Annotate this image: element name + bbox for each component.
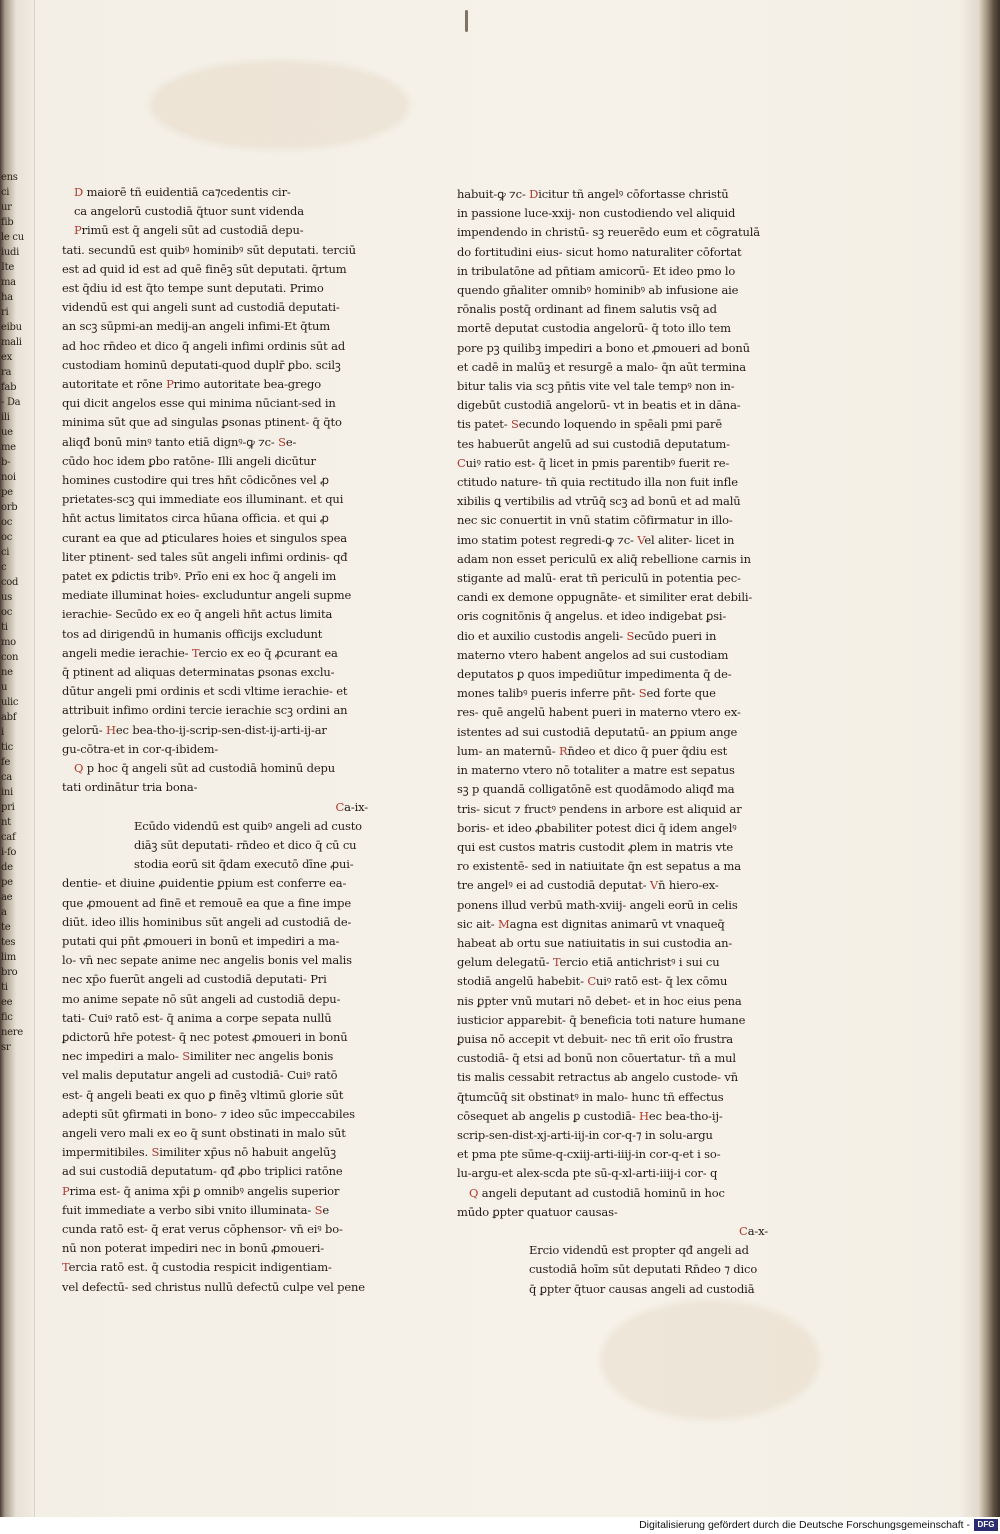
text-line: est q̄diu id est q̄to tempe sunt deputati. Primo xyxy=(62,281,324,296)
text-line: adepti sūt ꝯfirmati in bono- ⁊ ideo sūc impeccabiles xyxy=(62,1106,355,1121)
spine-fragment: ini xyxy=(1,787,13,798)
spine-fragment: c xyxy=(1,562,7,573)
spine-fragment: u xyxy=(1,682,8,693)
rubric-initial: C xyxy=(457,455,466,470)
spine-fragment: ri xyxy=(1,307,9,318)
text-line: nis ꝑpter vnū mutari nō debet- et in hoc eius pena xyxy=(457,993,742,1008)
spine-fragment: i xyxy=(1,727,4,738)
right-text-column xyxy=(457,185,784,1296)
spine-fragment: ex xyxy=(1,352,12,363)
text-line: res- quē angelū habent pueri in materno vtero ex- xyxy=(457,705,741,720)
text-line: Tercia ratō est. q̄ custodia respicit indigentiam- xyxy=(62,1260,332,1275)
rubric-initial: H xyxy=(106,722,116,737)
spine-fragment: nere xyxy=(1,1027,23,1038)
spine-fragment: nt xyxy=(1,817,11,828)
text-line: Primū est q̄ angeli sūt ad custodiā depu- xyxy=(74,223,304,238)
spine-fragment: oc xyxy=(1,532,13,543)
rubric-initial: R xyxy=(558,743,568,758)
binding-mark xyxy=(465,10,468,32)
rubric-initial: C xyxy=(587,974,597,989)
text-line: gu-cōtra-et in cor-q-ibidem- xyxy=(62,741,219,756)
text-line: est- q̄ angeli beati ex quo ꝑ finēꝫ vltimū glorie sūt xyxy=(62,1087,344,1102)
text-line: tos ad dirigendū in humanis officijs excludunt xyxy=(62,626,323,641)
dfg-logo: DFG xyxy=(974,1519,998,1531)
text-line: et pma pte sūme-q-cxiij-arti-iiij-in cor-q-et i so- xyxy=(457,1147,721,1162)
spine-fragment: ens xyxy=(1,172,18,183)
text-line: lum- an maternū- Rn̄deo et dico q̄ puer q̄diu est xyxy=(457,743,728,758)
funding-credit: Digitalisierung gefördert durch die Deutsche Forschungsgemeinschaft - xyxy=(639,1519,970,1531)
text-line: Ercio videndū est propter qđ angeli ad xyxy=(529,1243,749,1258)
spine-fragment: te xyxy=(1,922,11,933)
spine-fragment: us xyxy=(1,592,12,603)
spine-fragment: ulic xyxy=(1,697,19,708)
text-line: nū non poterat impediri nec in bonū ꝓmoueri- xyxy=(62,1241,325,1256)
text-line: diāꝫ sūt deputati- rn̄deo et dico q̄ cū cu xyxy=(134,837,357,852)
text-line: Q angeli deputant ad custodiā hominū in hoc xyxy=(469,1185,725,1200)
text-line: autoritate et rōne Primo autoritate bea-grego xyxy=(62,377,321,392)
text-line: deputatos ꝑ quos impediūtur impedimenta q̄ de- xyxy=(457,667,732,682)
text-line: ꝑdictorū hr̄e potest- q̄ nec potest ꝓmoueri in bonū xyxy=(62,1029,348,1044)
text-line: q̄ ptinent ad aliquas determinatas ꝑsonas exclu- xyxy=(62,665,335,680)
rubric-initial: S xyxy=(278,434,286,449)
text-line: oris cognitōnis q̄ angelus. et ideo indigebat ꝑsi- xyxy=(457,609,727,624)
spine-fragment: sr xyxy=(1,1042,11,1053)
text-line: candi ex demone oppugnāte- et similiter erat debili- xyxy=(457,590,753,605)
spine-fragment: oc xyxy=(1,517,13,528)
text-line: dio et auxilio custodis angeli- Secūdo pueri in xyxy=(457,628,717,643)
text-line: imo statim potest regredi-ꝙ ⁊c- Vel aliter- licet in xyxy=(457,532,735,547)
spine-fragment: eibu xyxy=(1,322,22,333)
text-line: q̄tumcūq̄ sit obstinatꝰ in malo- hunc tñ effectus xyxy=(457,1089,724,1104)
rubric-initial: Q xyxy=(74,761,84,776)
text-line: impendendo in christū- sꝫ reuerēdo eum et cōgratulā xyxy=(457,225,760,240)
rubric-initial: M xyxy=(498,916,510,931)
text-line: prietates-scꝫ qui immediate eos illuminant. et qui xyxy=(62,492,344,507)
text-line: pore pꝫ quilibꝫ impediri a bono et ꝓmoueri ad bonū xyxy=(457,340,750,355)
text-line: Prima est- q̄ anima xp̄i ꝑ omnibꝰ angelis superior xyxy=(62,1183,340,1198)
rubric-initial: P xyxy=(166,377,174,392)
text-line: qui dicit angelos esse qui minima nūciant-sed in xyxy=(62,396,336,411)
text-line: bitur talis via scꝫ pn̄tis vite vel tale tempꝰ non in- xyxy=(457,379,735,394)
text-line: sic ait- Magna est dignitas animarū vt vnaqueq̄ xyxy=(457,916,725,931)
spine-fragment: ci xyxy=(1,187,10,198)
text-line: digebūt custodiā angelorū- vt in beatis et in dāna- xyxy=(457,398,741,413)
spine-fragment: ci xyxy=(1,547,10,558)
text-line: fuit immediate a verbo sibi vnito illuminata- Se xyxy=(62,1202,329,1217)
spine-fragment: orb xyxy=(1,502,18,513)
text-line: angeli vero mali ex eo q̄ sunt obstinati in malo sūt xyxy=(62,1125,346,1140)
text-line: Cuiꝰ ratio est- q̄ licet in pmis parentibꝰ fuerit re- xyxy=(457,455,730,470)
spine-fragment: ha xyxy=(1,292,13,303)
text-line: nec sic conuertit in vnū statim cōfirmatur in illo- xyxy=(457,513,733,528)
text-line: do fortitudini eius- sicut homo naturaliter cōfortat xyxy=(457,244,742,259)
text-line: ctitudo nature- tñ quia rectitudo illa non fuit infle xyxy=(457,475,738,490)
rubric-initial: T xyxy=(552,955,560,970)
text-line: rōnalis postq̄ ordinant ad finem salutis vsq̄ ad xyxy=(457,302,717,317)
spine-fragment: me xyxy=(1,442,16,453)
paper-stain xyxy=(600,1300,820,1420)
text-line: qui est custos matris custodit ꝓlem in matris vte xyxy=(457,839,734,854)
text-line: diūt. ideo illis hominibus sūt angeli ad custodiā de- xyxy=(62,914,352,929)
text-line: hn̄t actus limitatos circa hūana officia. et qui ꝓ xyxy=(62,511,329,526)
spine-fragment: a xyxy=(1,907,7,918)
spine-fragment: ti xyxy=(1,622,8,633)
spine-fragment: Ite xyxy=(1,262,14,273)
text-line: quendo gn̄aliter omnibꝰ hominibꝰ ab infusione aie xyxy=(457,283,739,298)
text-line: istentes ad sui custodiā deputatū- an ꝑpium ange xyxy=(457,724,738,739)
text-line: nec xp̄o fuerūt angeli ad custodiā deputati- Pri xyxy=(62,972,327,987)
text-line: sꝫ p quandā colligatōnē est quodāmodo aliqđ ma xyxy=(457,782,735,797)
text-line: custodiam hominū deputati-quod duplr̄ ꝑbo. scilꝫ xyxy=(62,357,341,372)
text-line: Q p hoc q̄ angeli sūt ad custodiā hominū depu xyxy=(74,761,336,776)
text-line: an scꝫ sūpmi-an medij-an angeli infimi-Et q̄tum xyxy=(62,319,330,334)
book-edge-shadow xyxy=(978,0,1000,1517)
text-line: tati ordinātur tria bona- xyxy=(62,780,198,795)
previous-page-edge xyxy=(0,0,35,1517)
text-line: mūdo ꝑpter quatuor causas- xyxy=(457,1204,618,1219)
spine-fragment: tes xyxy=(1,937,16,948)
text-line: attribuit infimo ordini tercie ierachie scꝫ ordini an xyxy=(62,703,348,718)
text-line: Ecūdo videndū est quibꝰ angeli ad custo xyxy=(134,818,362,833)
text-line: boris- et ideo ꝓbabiliter potest dici q̄ idem angelꝰ xyxy=(457,820,737,835)
text-line: tis malis cessabit retractus ab angelo custode- vn̄ xyxy=(457,1070,739,1085)
rubric-initial: S xyxy=(511,417,519,432)
text-line: liter ptinent- sed tales sūt angeli infimi ordinis- qđ xyxy=(62,549,348,564)
text-line: est ad quid id est ad quē finēꝫ sūt deputati. q̄rtum xyxy=(62,261,347,276)
text-line: gelum delegatū- Tercio etiā antichristꝰ i sui cu xyxy=(457,955,720,970)
text-line: mo anime sepate nō sūt angeli ad custodiā depu- xyxy=(62,991,341,1006)
text-line: tre angelꝰ ei ad custodiā deputat- Vn̄ hiero-ex- xyxy=(457,878,719,893)
spine-fragment: le cu xyxy=(1,232,24,243)
rubric-initial: Q xyxy=(469,1185,479,1200)
text-line: homines custodire qui tres hn̄t cōdicōnes vel ꝓ xyxy=(62,473,329,488)
text-line: curant ea que ad ꝑticulares hoies et singulos spea xyxy=(62,530,347,545)
text-line: dūtur angeli pmi ordinis et scdi vltime ierachie- et xyxy=(62,684,348,699)
text-line: in materno vtero nō totaliter a matre est sepatus xyxy=(457,763,735,778)
spine-fragment: ue xyxy=(1,427,13,438)
rubric-initial: D xyxy=(529,187,539,201)
spine-fragment: pe xyxy=(1,487,13,498)
spine-fragment: ur xyxy=(1,202,12,213)
text-line: in passione luce-xxij- non custodiendo vel aliquid xyxy=(457,206,736,221)
spine-fragment: fab xyxy=(1,382,17,393)
text-line: xibilis ꝗ vertibilis ad vtrūq̄ scꝫ ad bonū et ad malū xyxy=(457,494,741,509)
spine-fragment: cod xyxy=(1,577,19,588)
text-line: dentie- et diuine ꝓuidentie ꝑpium est conferre ea- xyxy=(62,876,347,891)
text-line: gelorū- Hec bea-tho-ij-scrip-sen-dist-ij-arti-ij-ar xyxy=(62,722,327,737)
spine-fragment: pe xyxy=(1,877,13,888)
text-line: tati. secundū est quibꝰ hominibꝰ sūt deputati. terciū xyxy=(62,242,356,257)
rubric-initial: S xyxy=(182,1049,190,1064)
spine-fragment: fe xyxy=(1,757,11,768)
text-line: ad sui custodiā deputatum- qđ ꝓbo triplici ratōne xyxy=(62,1164,343,1179)
spine-fragment: tic xyxy=(1,742,13,753)
text-line: in tribulatōne ad pn̄tiam amicorū- Et ideo pmo lo xyxy=(457,263,736,278)
text-line: cōsequet ab angelis ꝑ custodiā- Hec bea-tho-ij- xyxy=(457,1108,723,1123)
paper-stain xyxy=(150,60,410,150)
spine-fragment: b- xyxy=(1,457,11,468)
spine-fragment: fic xyxy=(1,1012,13,1023)
spine-fragment: ae xyxy=(1,892,13,903)
text-line: Ca-ix- xyxy=(335,799,368,814)
text-line: scrip-sen-dist-xj-arti-iij-in cor-q-⁊ in solu-argu xyxy=(457,1127,713,1142)
text-line: lu-argu-et alex-scda pte sū-q-xl-arti-iiij-i cor- q xyxy=(457,1166,718,1181)
text-line: ꝑuisa nō accepit vt debuit- nec tñ erit oīo frustra xyxy=(457,1031,734,1046)
footer-bar xyxy=(0,1517,1000,1534)
text-line: ad hoc rn̄deo et dico q̄ angeli infimi ordinis sūt ad xyxy=(62,338,346,353)
text-line: tati- Cuiꝰ ratō est- q̄ anima a corpe sepata nullū xyxy=(62,1010,332,1025)
text-line: mortē deputat custodia angelorū- q̄ toto illo tem xyxy=(457,321,731,336)
text-line: ca angelorū custodiā q̄tuor sunt videnda xyxy=(74,204,304,219)
text-line: et cadē in malūꝫ et resurgē a malo- q̄n aūt termina xyxy=(457,359,746,374)
rubric-initial: P xyxy=(74,223,82,238)
text-line: nec impediri a malo- Similiter nec angelis bonis xyxy=(62,1049,334,1064)
text-line: mediate illuminat hoies- excluduntur angeli supme xyxy=(62,588,352,603)
text-line: vel defectū- sed christus nullū defectū culpe vel pene xyxy=(62,1279,365,1294)
spine-fragment: ma xyxy=(1,277,16,288)
text-line: putati qui pn̄t ꝓmoueri in bonū et impediri a ma- xyxy=(62,933,340,948)
spine-fragment: ca xyxy=(1,772,12,783)
rubric-initial: S xyxy=(151,1145,160,1160)
text-line: videndū est qui angeli sunt ad custodiā deputati- xyxy=(62,300,340,315)
text-line: cūdo hoc idem ꝑbo ratōne- Illi angeli dicūtur xyxy=(62,453,316,468)
spine-fragment: iudi xyxy=(1,247,20,258)
rubric-initial: V xyxy=(637,532,645,547)
text-line: aliqđ bonū minꝰ tanto etiā dignꝰ-ꝙ ⁊c- Se- xyxy=(62,434,297,449)
text-line: tes habuerūt angelū ad sui custodiā deputatum- xyxy=(457,436,730,451)
spine-fragment: ti xyxy=(1,982,8,993)
text-line: custodiā- q̄ etsi ad bonū non cōuertatur- tñ a mul xyxy=(457,1051,736,1066)
rubric-initial: V xyxy=(649,878,659,893)
spine-fragment: mali xyxy=(1,337,22,348)
previous-page-text xyxy=(1,170,29,1220)
spine-fragment: ne xyxy=(1,667,13,678)
text-line: ierachie- Secūdo ex eo q̄ angeli hn̄t actus limita xyxy=(62,607,333,622)
text-line: D maiorē tñ euidentiā ca⁊cedentis cir- xyxy=(74,185,291,199)
text-line: adam non esset periculū ex aliq̄ rebellione carnis in xyxy=(457,551,751,566)
text-line: stodiā angelū habebit- Cuiꝰ ratō est- q̄ lex cōmu xyxy=(457,974,728,989)
text-line: habuit-ꝙ ⁊c- Dicitur tñ angelꝰ cōfortasse christū xyxy=(457,187,729,201)
spine-fragment: oc xyxy=(1,607,13,618)
text-line: vel malis deputatur angeli ad custodiā- Cuiꝰ ratō xyxy=(62,1068,338,1083)
rubric-initial: C xyxy=(739,1223,748,1238)
rubric-initial: S xyxy=(626,628,635,643)
spine-fragment: noi xyxy=(1,472,16,483)
text-line: mones talibꝰ pueris inferre pn̄t- Sed forte que xyxy=(457,686,716,701)
spine-fragment: de xyxy=(1,862,13,873)
rubric-initial: T xyxy=(191,645,199,660)
spine-fragment: bro xyxy=(1,967,18,978)
text-line: habeat ab ortu sue natiuitatis in sui custodia an- xyxy=(457,935,733,950)
text-line: impermitibiles. Similiter xp̄us nō habuit angelūꝫ xyxy=(62,1145,336,1160)
text-line: custodiā hoīm sūt deputati Rn̄deo ⁊ dico xyxy=(529,1262,758,1277)
text-line: q̄ ꝑpter q̄tuor causas angeli ad custodiā xyxy=(529,1281,755,1296)
rubric-initial: D xyxy=(74,185,84,199)
spine-fragment: lim xyxy=(1,952,16,963)
rubric-initial: S xyxy=(638,686,647,701)
rubric-initial: S xyxy=(314,1202,323,1217)
spine-fragment: - Da xyxy=(1,397,21,408)
spine-fragment: ee xyxy=(1,997,13,1008)
spine-fragment: caf xyxy=(1,832,16,843)
spine-fragment: fib xyxy=(1,217,14,228)
spine-fragment: ra xyxy=(1,367,12,378)
text-line: tris- sicut ⁊ fructꝰ pendens in arbore est aliquid ar xyxy=(457,801,742,816)
rubric-initial: P xyxy=(62,1183,70,1198)
text-line: stigante ad malū- erat tñ periculū in potentia pec- xyxy=(457,571,741,586)
spine-fragment: ili xyxy=(1,412,10,423)
spine-fragment: con xyxy=(1,652,19,663)
spine-fragment: mo xyxy=(1,637,16,648)
text-line: iusticior apparebit- q̄ beneficia toti nature humane xyxy=(457,1012,746,1027)
text-line: que ꝓmouent ad finē et remouē ea que a fine impe xyxy=(62,895,352,910)
text-line: patet ex ꝑdictis tribꝰ. Prīo eni ex hoc q̄ angeli im xyxy=(62,569,337,584)
text-line: materno vtero habent angelos ad sui custodiam xyxy=(457,647,729,662)
text-line: tis patet- Secundo loquendo in spēali pmi parē xyxy=(457,417,722,432)
text-line: angeli medie ierachie- Tercio ex eo q̄ ꝓcurant ea xyxy=(62,645,338,660)
text-line: Ca-x- xyxy=(739,1223,768,1238)
text-line: cunda ratō est- q̄ erat verus cōphensor- vn̄ eiꝰ bo- xyxy=(62,1221,343,1236)
spine-fragment: abf xyxy=(1,712,17,723)
rubric-initial: H xyxy=(639,1108,649,1123)
spine-fragment: pri xyxy=(1,802,15,813)
rubric-initial: C xyxy=(335,799,345,814)
spine-fragment: i-fo xyxy=(1,847,17,858)
left-text-column xyxy=(62,183,384,1294)
text-line: lo- vn̄ nec sepate anime nec angelis bonis vel malis xyxy=(62,953,352,968)
text-line: ro existentē- sed in natiuitate q̄n est sepatus a ma xyxy=(457,859,741,874)
text-line: minima sūt que ad singulas ꝑsonas ptinent- q̄ q̄to xyxy=(62,415,342,430)
text-line: ponens illud verbū math-xviij- angeli eorū in celis xyxy=(457,897,738,912)
rubric-initial: T xyxy=(62,1260,69,1275)
text-line: stodia eorū sit q̄dam executō dīne ꝓui- xyxy=(134,857,354,872)
